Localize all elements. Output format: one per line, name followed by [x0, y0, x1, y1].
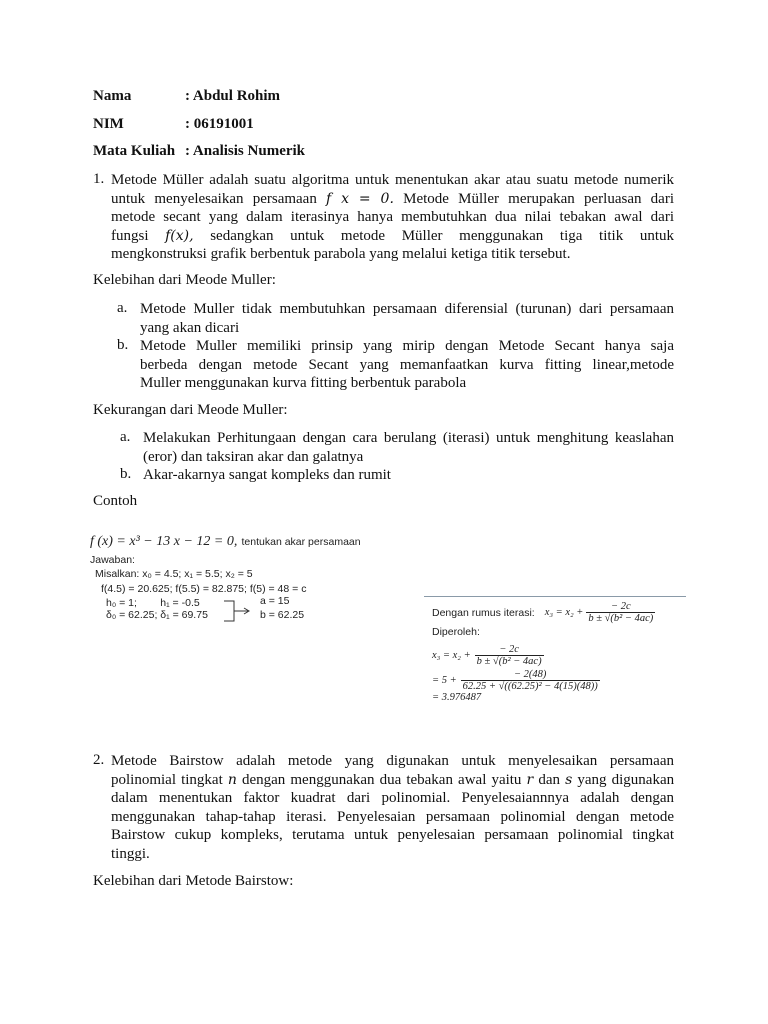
example-equation: f (x) = x³ − 13 x − 12 = 0, — [90, 534, 238, 549]
rumus-denominator: b ± √(b² − 4ac) — [588, 613, 654, 624]
step1-lhs: x₃ = x₂ + — [432, 650, 471, 661]
step1-numerator: − 2c — [475, 644, 544, 656]
step2-denominator: 62.25 + √((62.25)² − 4(15)(48)) — [462, 681, 598, 692]
section1-line4b: sedangkan untuk metode Müller menggunakan tiga titik untuk — [210, 227, 674, 244]
km-a-text — [140, 300, 674, 337]
kk-b-marker: b. — [120, 466, 132, 482]
h-line: h₀ = 1; h₁ = -0.5 — [106, 597, 200, 609]
section1-number: 1. — [93, 171, 105, 187]
rumus-lhs: x₃ = x₂ + — [544, 607, 584, 618]
km-b-line3: Muller menggunakan kurva fitting berbentuk parabola — [140, 375, 467, 391]
h-delta-block — [90, 597, 390, 627]
section2-line2a: polinomial tingkat — [111, 771, 223, 788]
step2-lhs: = 5 + — [432, 675, 457, 686]
kelebihan-muller-title: Kelebihan dari Meode Muller: — [93, 272, 276, 288]
fvals-line: f(4.5) = 20.625; f(5.5) = 82.875; f(5) = 48 = c — [101, 583, 307, 595]
section2-line2d: yang digunakan — [577, 771, 675, 788]
name-label: Nama — [93, 88, 132, 104]
figure-top-rule — [424, 596, 686, 597]
rumus-numerator: − 2c — [586, 601, 655, 613]
section1-math-fx2: f(x), — [165, 227, 194, 244]
section2-line2 — [111, 771, 674, 790]
km-b-line1: Metode Muller memiliki prinsip yang mirip dengan Metode Secant hanya saja — [140, 338, 674, 354]
section1-line1: Metode Müller adalah suatu algoritma untuk menentukan akar atau suatu metode numerik — [111, 172, 674, 188]
section2-var-s: s — [565, 771, 573, 788]
section1-math-fx: f x = 0. — [326, 190, 394, 207]
kk-a-line2: (eror) dan taksiran akar dan galatnya — [143, 448, 364, 465]
rumus-fraction — [586, 601, 655, 624]
km-a-line2: yang akan dicari — [140, 319, 240, 336]
nim-row — [93, 116, 254, 133]
name-value: : Abdul Rohim — [185, 88, 281, 104]
section2-number: 2. — [93, 752, 105, 768]
course-row — [93, 143, 306, 160]
course-value: : Analisis Numerik — [185, 143, 306, 159]
example-equation-row — [90, 532, 390, 550]
name-row — [93, 88, 281, 105]
section1-line4 — [111, 227, 674, 246]
section2-line4: menggunakan tahap-tahap iterasi. Penyelesaian persamaan polinomial dengan metode — [111, 808, 674, 825]
section2-line2c: dan — [538, 771, 560, 788]
step2-row — [424, 669, 686, 692]
kk-a-line1: Melakukan Perhitungaan dengan cara berulang (iterasi) untuk menghitung keaslahan — [143, 430, 674, 446]
section2-var-n: n — [227, 771, 237, 788]
kelebihan-bairstow-title: Kelebihan dari Metode Bairstow: — [93, 873, 294, 889]
misalkan-line: Misalkan: x₀ = 4.5; x₁ = 5.5; x₂ = 5 — [95, 568, 253, 580]
section1-line3: metode secant yang dalam iterasinya hanya membutuhkan dua nilai tebakan awal dari — [111, 209, 674, 225]
kekurangan-muller-title: Kekurangan dari Meode Muller: — [93, 402, 288, 418]
example-equation-note: tentukan akar persamaan — [241, 536, 361, 548]
example-figure-right — [424, 596, 686, 703]
km-b-line2: berbeda dengan metode Secant yang memanfaatkan kurva fitting linear,metode — [140, 356, 674, 373]
section2-line3: dalam menentukan faktor kuadrat dari polinomial. Penyelesaiannnya adalah dengan — [111, 790, 674, 806]
section1-line2a: untuk menyelesaikan persamaan — [111, 190, 317, 207]
km-a-line1: Metode Muller tidak membutuhkan persamaan diferensial (turunan) dari persamaan — [140, 301, 674, 317]
section2-paragraph — [111, 752, 674, 863]
section2-line1: Metode Bairstow adalah metode yang digunakan untuk menyelesaikan persamaan — [111, 753, 674, 769]
example-figure-left — [90, 532, 390, 627]
km-b-text — [140, 337, 674, 393]
section1-paragraph — [111, 171, 674, 264]
rumus-label: Dengan rumus iterasi: — [432, 606, 535, 619]
section2-var-r: r — [526, 771, 534, 788]
bracket-arrow-icon — [222, 599, 252, 623]
km-b-marker: b. — [117, 337, 129, 353]
section2-line5: Bairstow cukup kompleks, terutama untuk penyelesaian persamaan polinomial tingkat — [111, 827, 674, 843]
step1-row — [424, 644, 686, 667]
delta-line: δ₀ = 62.25; δ₁ = 69.75 — [106, 609, 208, 621]
step1-fraction — [475, 644, 544, 667]
kk-b-text: Akar-akarnya sangat kompleks dan rumit — [143, 467, 391, 483]
step1-denominator: b ± √(b² − 4ac) — [476, 656, 542, 667]
section2-line6: tinggi. — [111, 845, 150, 862]
contoh-title: Contoh — [93, 493, 138, 509]
km-a-marker: a. — [117, 300, 128, 316]
kk-a-text — [143, 429, 674, 466]
b-value: b = 62.25 — [260, 609, 305, 621]
rumus-row — [424, 601, 686, 624]
section1-line4a: fungsi — [111, 227, 149, 244]
kk-a-marker: a. — [120, 429, 131, 445]
section1-line5: mengkonstruksi grafik berbentuk parabola yang melalui ketiga titik tersebut. — [111, 246, 571, 262]
jawaban-label: Jawaban: — [90, 554, 135, 566]
a-value: a = 15 — [260, 595, 290, 607]
diperoleh-label: Diperoleh: — [432, 626, 480, 638]
nim-value: : 06191001 — [185, 116, 254, 132]
result-line: = 3.976487 — [432, 692, 482, 703]
course-label: Mata Kuliah — [93, 143, 176, 159]
step2-fraction — [461, 669, 600, 692]
nim-label: NIM — [93, 116, 124, 132]
section2-line2b: dengan menggunakan dua tebakan awal yaitu — [241, 771, 522, 788]
section1-line2b: Metode Müller merupakan perluasan dari — [403, 190, 675, 207]
section1-line2 — [111, 190, 674, 209]
step2-numerator: − 2(48) — [461, 669, 600, 681]
